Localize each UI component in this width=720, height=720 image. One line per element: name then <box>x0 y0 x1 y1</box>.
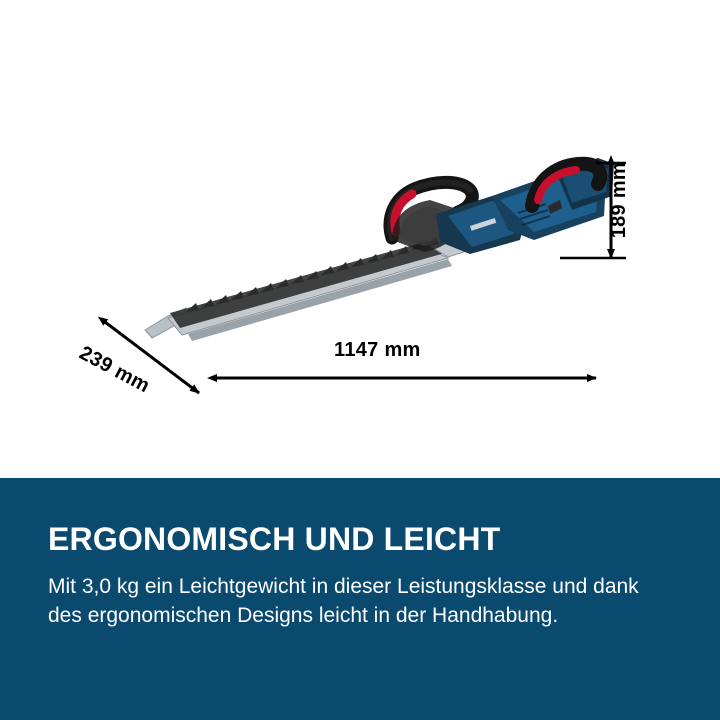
feature-panel <box>0 478 720 720</box>
feature-panel-title: ERGONOMISCH UND LEICHT <box>48 521 501 557</box>
dimension-length-label: 1147 mm <box>334 339 421 361</box>
dimension-depth-label: 239 mm <box>75 342 154 398</box>
dimension-height-label: 189 mm <box>608 162 630 239</box>
feature-panel-body: Mit 3,0 kg ein Leichtgewicht in dieser Leistungsklasse und dank des ergonomischen Designs leicht in der Handhabung. <box>48 575 639 628</box>
